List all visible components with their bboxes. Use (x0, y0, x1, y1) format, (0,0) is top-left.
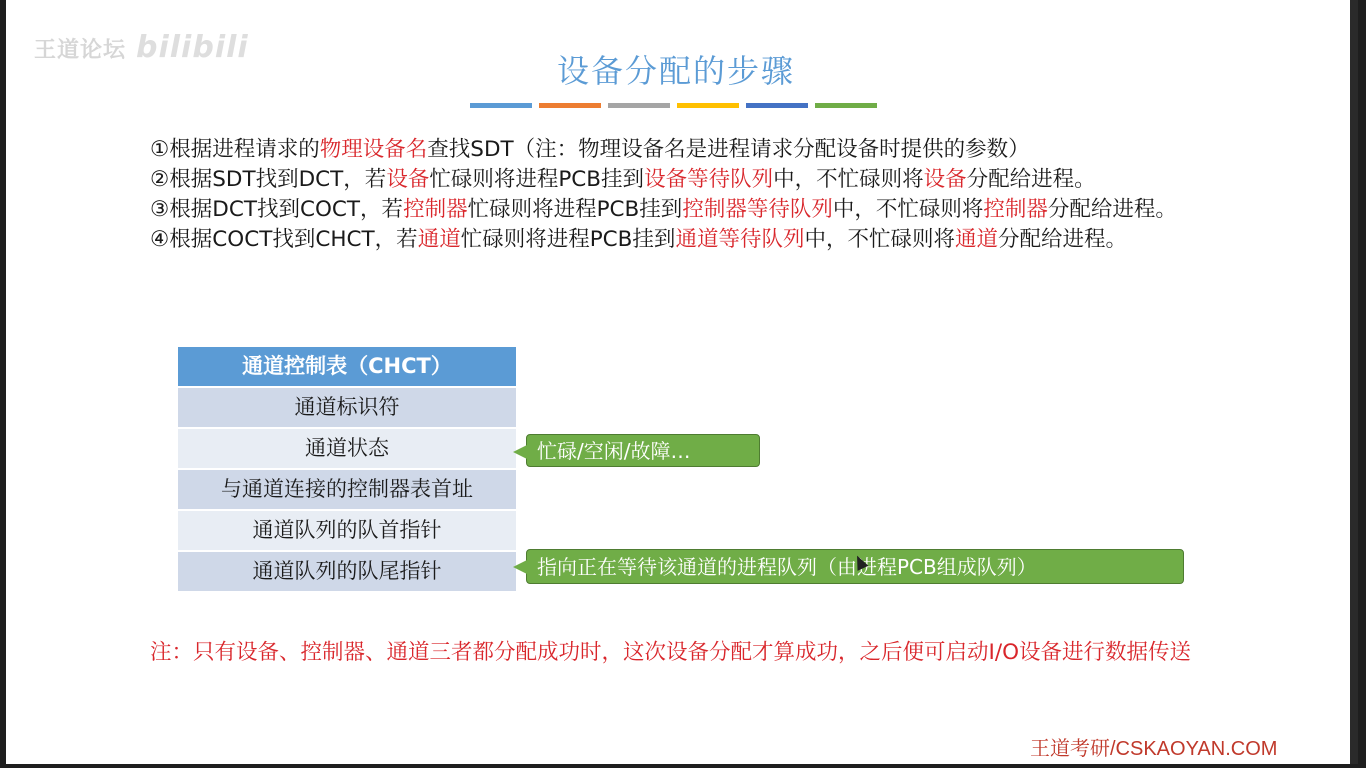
highlight-term: 设备 (923, 167, 967, 192)
highlight-term: 通道 (417, 227, 461, 252)
highlight-term: 控制器 (983, 197, 1048, 222)
callout-status (526, 434, 760, 467)
slide-title: 设备分配的步骤 (556, 52, 795, 90)
step-text: 忙碌则将进程PCB挂到 (429, 167, 645, 192)
table-row-queue-head: 通道队列的队首指针 (178, 511, 516, 552)
table-row-controller-address: 与通道连接的控制器表首址 (178, 470, 516, 511)
step-1 (150, 135, 1240, 165)
table-header: 通道控制表（CHCT） (178, 347, 516, 388)
highlight-term: 物理设备名 (319, 137, 428, 162)
bilibili-logo: bilibili (136, 30, 249, 65)
step-text: 分配给进程。 (997, 227, 1127, 252)
color-bar-yellow (677, 103, 739, 108)
step-text: 中，不忙碌则将 (773, 167, 924, 192)
callout-status-text: 忙碌/空闲/故障… (537, 439, 691, 463)
table-row-queue-tail: 通道队列的队尾指针 (178, 552, 516, 593)
step-text: 中，不忙碌则将 (804, 227, 955, 252)
highlight-term: 通道 (954, 227, 998, 252)
callout-pointer (513, 560, 527, 574)
steps-text (150, 135, 1240, 255)
step-text: 分配给进程。 (966, 167, 1096, 192)
step-4 (150, 225, 1240, 255)
step-text: ②根据SDT找到DCT，若 (150, 167, 387, 192)
note-text: 注：只有设备、控制器、通道三者都分配成功时，这次设备分配才算成功，之后便可启动I/O设备进行数据传送 (150, 640, 1192, 665)
callout-pointer (513, 445, 527, 459)
slide (6, 0, 1358, 764)
highlight-term: 通道等待队列 (675, 227, 805, 252)
chct-table (178, 347, 516, 593)
table-row-channel-status: 通道状态 (178, 429, 516, 470)
color-bar-darkblue (746, 103, 808, 108)
highlight-term: 设备 (386, 167, 430, 192)
step-text: ④根据COCT找到CHCT，若 (150, 227, 418, 252)
highlight-term: 控制器等待队列 (682, 197, 833, 222)
step-text: ③根据DCT找到COCT，若 (150, 197, 404, 222)
footer-brand: 王道考研/CSKAOYAN.COM (1030, 738, 1278, 760)
step-text: 查找SDT（注：物理设备名是进程请求分配设备时提供的参数） (427, 137, 1030, 162)
watermark-text: 王道论坛 (34, 38, 127, 63)
callout-queue-text: 指向正在等待该通道的进程队列（由进程PCB组成队列） (537, 555, 1037, 579)
step-3 (150, 195, 1240, 225)
step-text: 忙碌则将进程PCB挂到 (460, 227, 676, 252)
step-text: 忙碌则将进程PCB挂到 (467, 197, 683, 222)
highlight-term: 设备等待队列 (644, 167, 774, 192)
color-bar-blue (470, 103, 532, 108)
step-text: 分配给进程。 (1047, 197, 1177, 222)
color-bar-gray (608, 103, 670, 108)
color-bar-orange (539, 103, 601, 108)
table-row-channel-id: 通道标识符 (178, 388, 516, 429)
highlight-term: 控制器 (403, 197, 468, 222)
color-bar-green (815, 103, 877, 108)
step-2 (150, 165, 1240, 195)
step-text: 中，不忙碌则将 (832, 197, 984, 222)
window-edge (1350, 0, 1358, 764)
step-text: ①根据进程请求的 (150, 137, 320, 162)
